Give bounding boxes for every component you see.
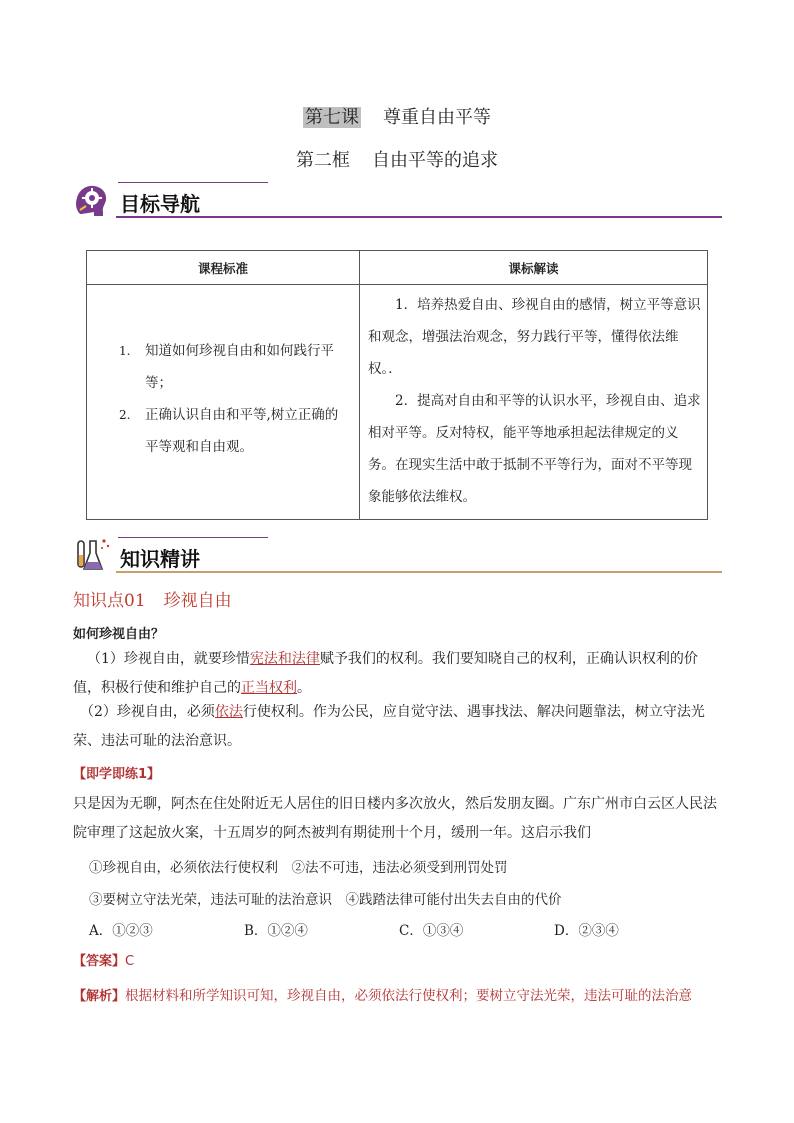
lesson-tag: 第七课	[305, 107, 359, 128]
answer-value: C	[125, 954, 135, 969]
frame-title	[0, 146, 794, 172]
analysis-line: 【解析】根据材料和所学知识可知，珍视自由，必须依法行使权利；要树立守法光荣，违法可耻的法治意	[73, 988, 693, 1004]
knowledge-point-tag: 知识点01	[73, 591, 146, 611]
col-header-interpretation: 课标解读	[360, 251, 708, 285]
brain-gear-icon	[72, 180, 112, 220]
analysis-label: 【解析】	[73, 989, 126, 1004]
knowledge-point-title	[73, 586, 232, 611]
option-a: A．①②③	[89, 923, 153, 939]
answer-label: 【答案】	[73, 954, 126, 969]
knowledge-section-header	[72, 535, 722, 575]
exercise-statements-2: ③要树立守法光荣，违法可耻的法治意识 ④践踏法律可能付出失去自由的代价	[89, 892, 562, 908]
knowledge-section-label: 知识精讲	[120, 547, 200, 571]
option-b: B．①②④	[244, 923, 308, 939]
knowledge-point-name: 珍视自由	[163, 591, 232, 611]
interpretation-cell	[360, 285, 708, 520]
standard-item: 1. 知道如何珍视自由和如何践行平等；	[119, 343, 334, 391]
header-top-rule	[118, 182, 268, 183]
exercise-statements-1: ①珍视自由，必须依法行使权利 ②法不可违，违法必须受到刑罚处罚	[89, 860, 508, 876]
interpretation-para: 1．培养热爱自由、珍视自由的感情，树立平等意识和观念，增强法治观念，努力践行平等，懂得依法维权。．	[368, 297, 701, 377]
answer-line	[73, 950, 723, 969]
paragraph-1: （1）珍视自由，就要珍惜宪法和法律赋予我们的权利。我们要知晓自己的权利，正确认识权利的价值，积极行使和维护自己的正当权利。	[73, 651, 698, 696]
lesson-name: 尊重自由平等	[383, 107, 491, 128]
underlined-term: 宪法和法律	[249, 651, 320, 667]
paragraph-2: （2）珍视自由，必须依法行使权利。作为公民，应自觉守法、遇事找法、解决问题靠法，树立守法光荣、违法可耻的法治意识。	[73, 704, 705, 749]
interpretation-para: 2．提高对自由和平等的认识水平，珍视自由、追求相对平等。反对特权，能平等地承担起法律规定的义务。在现实生活中敢于抵制不平等行为，面对不平等现象能够依法维权。	[368, 393, 701, 505]
exercise-label: 【即学即练1】	[73, 767, 161, 782]
lesson-title	[0, 103, 794, 129]
flask-icon	[72, 535, 112, 575]
frame-name: 自由平等的追求	[372, 150, 498, 171]
header-top-rule	[118, 537, 268, 538]
frame-tag: 第二框	[296, 150, 350, 171]
standards-table	[86, 250, 708, 520]
goal-section-header	[72, 180, 722, 220]
option-d: D．②③④	[554, 923, 619, 939]
col-header-standards: 课程标准	[87, 251, 360, 285]
question-heading: 如何珍视自由？	[73, 627, 165, 642]
standard-item: 2. 正确认识自由和平等,树立正确的平等观和自由观。	[119, 407, 339, 455]
standards-cell	[87, 285, 360, 520]
exercise-stem: 只是因为无聊，阿杰在住处附近无人居住的旧日楼内多次放火，然后发朋友圈。广东广州市白云区人民法院审理了这起放火案，十五周岁的阿杰被判有期徒刑十个月，缓刑一年。这启示我们	[73, 796, 717, 841]
underlined-term: 正当权利	[241, 680, 297, 696]
underlined-term: 依法	[214, 704, 243, 720]
option-c: C．①③④	[399, 923, 464, 939]
goal-section-label: 目标导航	[120, 192, 200, 216]
header-underline	[116, 571, 722, 573]
header-underline	[116, 216, 722, 218]
